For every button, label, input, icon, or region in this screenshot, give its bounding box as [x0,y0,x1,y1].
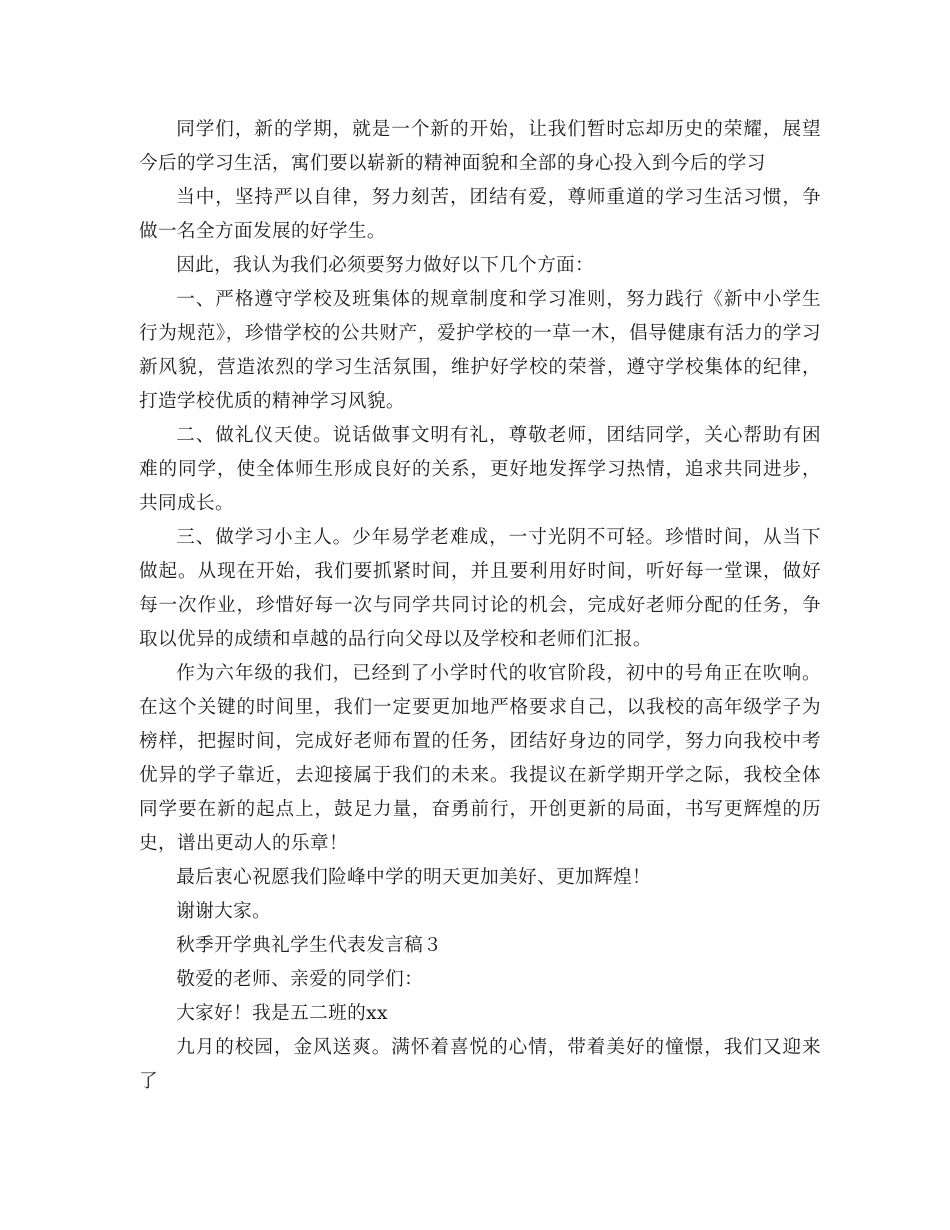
paragraph: 谢谢大家。 [176,901,272,922]
paragraph: 九月的校园，金风送爽。满怀着喜悦的心情，带着美好的憧憬，我们又迎来了 [139,1037,821,1092]
paragraph: 大家好！我是五二班的xx [176,1003,388,1024]
document-body [139,113,821,1099]
paragraph: 因此，我认为我们必须要努力做好以下几个方面： [176,255,595,276]
paragraph: 当中，坚持严以自律，努力刻苦，团结有爱，尊师重道的学习生活习惯，争做一名全方面发展的好学生。 [139,187,821,242]
paragraph: 三、做学习小主人。少年易学老难成，一寸光阴不可轻。珍惜时间，从当下做起。从现在开始，我们要抓紧时间，并且要利用好时间，听好每一堂课，做好每一次作业，珍惜好每一次与同学共同讨论的机会，完成好老师分配的任务，争取以优异的成绩和卓越的品行向父母以及学校和老师们汇报。 [139,527,821,650]
paragraph: 一、严格遵守学校及班集体的规章制度和学习准则，努力践行《新中小学生行为规范》，珍惜学校的公共财产，爱护学校的一草一木，倡导健康有活力的学习新风貌，营造浓烈的学习生活氛围，维护好学校的荣誉，遵守学校集体的纪律，打造学校优质的精神学习风貌。 [139,289,821,412]
paragraph: 二、做礼仪天使。说话做事文明有礼，尊敬老师，团结同学，关心帮助有困难的同学，使全体师生形成良好的关系，更好地发挥学习热情，追求共同进步，共同成长。 [139,425,821,514]
section-heading: 秋季开学典礼学生代表发言稿３ [176,935,443,956]
salutation: 敬爱的老师、亲爱的同学们： [176,969,424,990]
paragraph: 最后衷心祝愿我们险峰中学的明天更加美好、更加辉煌！ [176,867,652,888]
paragraph: 同学们，新的学期，就是一个新的开始，让我们暂时忘却历史的荣耀，展望今后的学习生活，寓们要以崭新的精神面貌和全部的身心投入到今后的学习 [139,119,821,174]
paragraph: 作为六年级的我们，已经到了小学时代的收官阶段，初中的号角正在吹响。在这个关键的时间里，我们一定要更加地严格要求自己，以我校的高年级学子为榜样，把握时间，完成好老师布置的任务，团结好身边的同学，努力向我校中考优异的学子靠近，去迎接属于我们的未来。我提议在新学期开学之际，我校全体同学要在新的起点上，鼓足力量，奋勇前行，开创更新的局面，书写更辉煌的历史，谱出更动人的乐章！ [139,663,821,854]
